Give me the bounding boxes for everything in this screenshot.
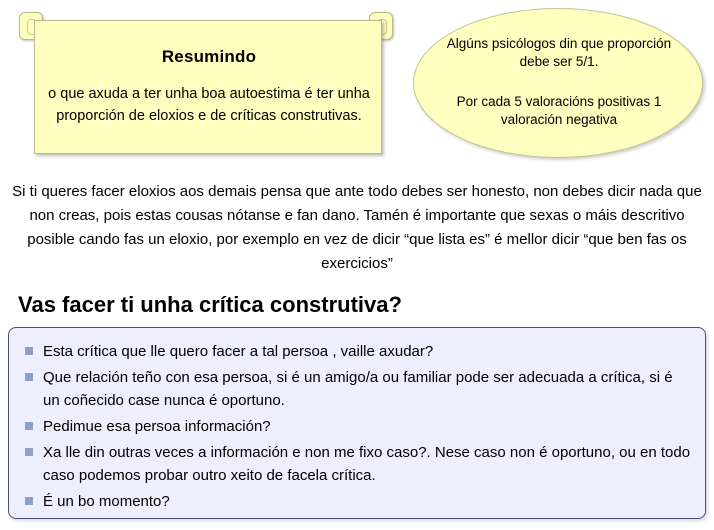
ellipse-callout <box>413 8 703 158</box>
ellipse-text-secondary: Por cada 5 valoracións positivas 1 valoración negativa <box>456 94 662 127</box>
list-item-label: É un bo momento? <box>43 493 170 510</box>
scroll-body <box>34 20 382 154</box>
questions-list <box>9 328 705 513</box>
list-item <box>23 441 691 487</box>
summary-scroll <box>16 12 396 162</box>
list-item-label: Xa lle din outras veces a información e non me fixo caso?. Nese caso non é oportuno, ou en todo caso podemos probar outro xeito de facela crítica. <box>43 444 691 484</box>
square-bullet-icon <box>25 448 33 456</box>
list-item-label: Esta crítica que lle quero facer a tal persoa , vaille axudar? <box>43 343 434 360</box>
list-item <box>23 490 691 513</box>
square-bullet-icon <box>25 422 33 430</box>
list-item-label: Que relación teño con esa persoa, si é un amigo/a ou familiar pode ser adecuada a crítica, si é un coñecido case nunca é oportuno. <box>43 369 673 409</box>
page-title: Vas facer ti unha crítica construtiva? <box>18 292 402 317</box>
scroll-title: Resumindo <box>161 47 257 66</box>
square-bullet-icon <box>25 373 33 381</box>
questions-panel <box>8 327 706 519</box>
list-item <box>23 366 691 412</box>
scroll-text: o que axuda a ter unha boa autoestima é ter unha proporción de eloxios e de críticas construtivas. <box>48 86 370 124</box>
square-bullet-icon <box>25 497 33 505</box>
intro-paragraph: Si ti queres facer eloxios aos demais pensa que ante todo debes ser honesto, non debes dicir nada que non creas, pois estas cousas nótanse e fan dano. Tamén é importante que sexas o máis descritivo posible cando fas un eloxio, por exemplo en vez de dicir “que lista es” é mellor dicir “que ben fas os exercicios” <box>12 183 702 272</box>
ellipse-text-primary: Algúns psicólogos din que proporción debe ser 5/1. <box>446 36 672 69</box>
list-item <box>23 340 691 363</box>
list-item-label: Pedimue esa persoa información? <box>43 418 271 435</box>
square-bullet-icon <box>25 347 33 355</box>
list-item <box>23 415 691 438</box>
